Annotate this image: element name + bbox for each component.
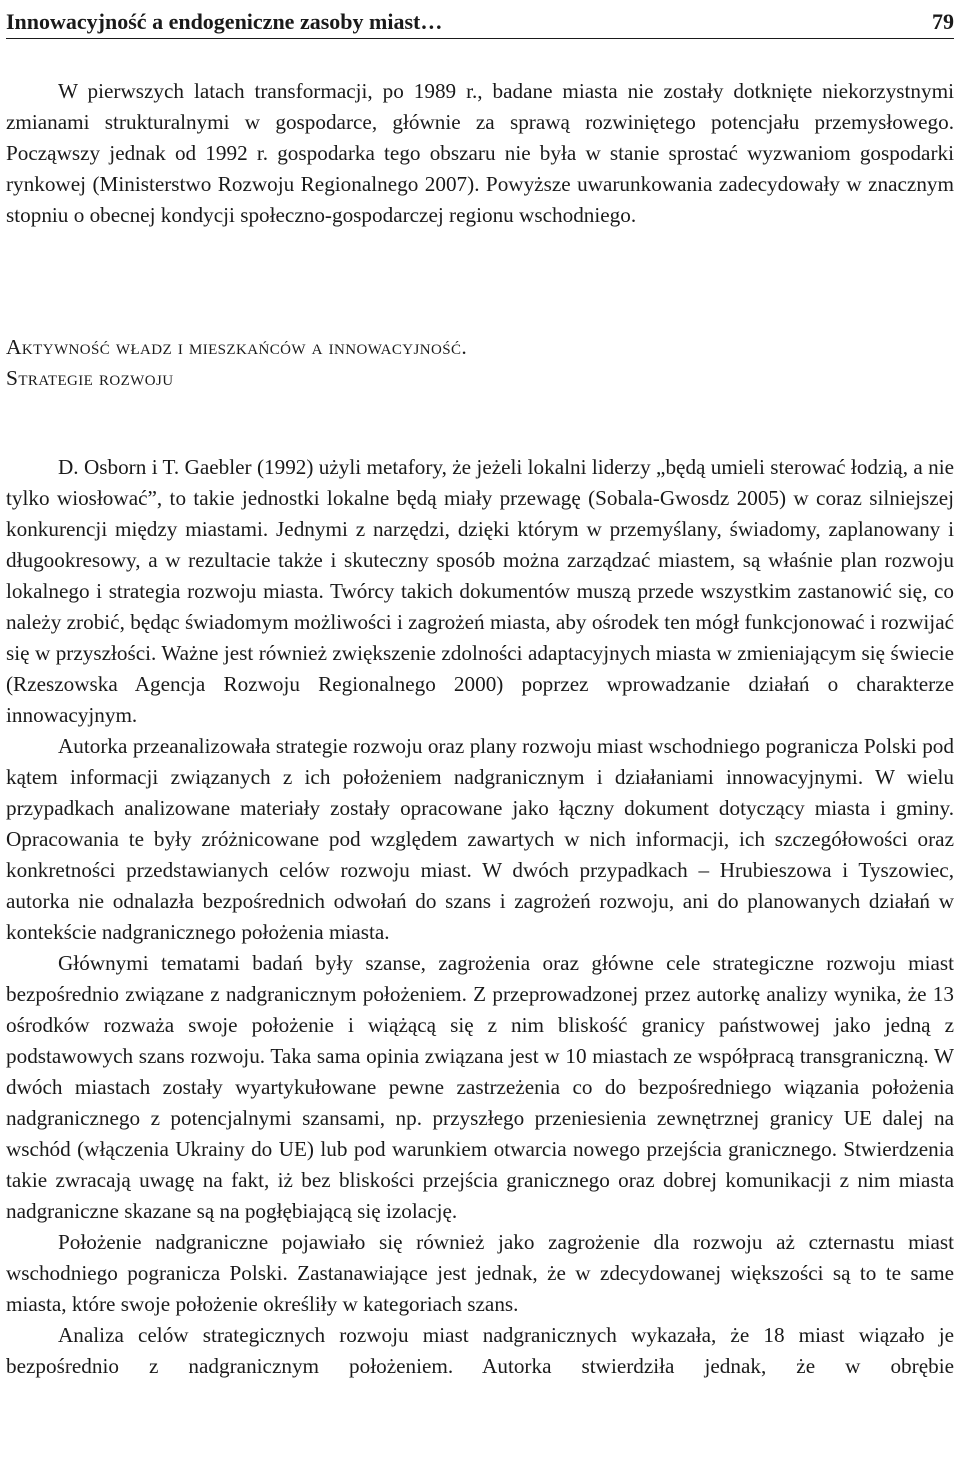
body-paragraph-2: Autorka przeanalizowała strategie rozwoju oraz plany rozwoju miast wschodniego pogranicza Polski pod kątem informacji związanych z ich położeniem nadgranicznym i działaniami innowacyjnymi. W wielu przypadkach analizowane materiały zostały opracowane jako łączny dokument dotyczący miasta i gminy. Opracowania te były zróżnicowane pod względem zawartych w nich informacji, ich szczegółowości oraz konkretności przedstawianych celów rozwoju miast. W dwóch przypadkach – Hrubieszowa i Tyszowiec, autorka nie odnalazła bezpośrednich odwołań do szans i zagrożeń rozwoju, ani do planowanych działań w kontekście nadgranicznego położenia miasta. — [6, 734, 954, 944]
running-title: Innowacyjność a endogeniczne zasoby miast… — [6, 9, 443, 34]
body-paragraph-1: D. Osborn i T. Gaebler (1992) użyli metafory, że jeżeli lokalni liderzy „będą umieli sterować łodzią, a nie tylko wiosłować”, to takie jednostki lokalne będą miały przewagę (Sobala-Gwosdz 2005) w coraz silniejszej konkurencji między miastami. Jednymi z narzędzi, dzięki którym w przemyślany, świadomy, zaplanowany i długookresowy, a w rezultacie także i skuteczny sposób można zarządzać miastem, są właśnie plan rozwoju lokalnego i strategia rozwoju miasta. Twórcy takich dokumentów muszą przede wszystkim zastanowić się, co należy zrobić, będąc świadomym możliwości i zagrożeń miasta, aby ośrodek ten mógł funkcjonować i rozwijać się w przyszłości. Ważne jest również zwiększenie zdolności adaptacyjnych miasta w zmieniającym się świecie (Rzeszowska Agencja Rozwoju Regionalnego 2000) poprzez wprowadzanie działań o charakterze innowacyjnym. — [6, 455, 954, 727]
intro-block — [6, 76, 954, 231]
section-title-line-2: Strategie rozwoju — [6, 366, 174, 390]
body-paragraph-3: Głównymi tematami badań były szanse, zagrożenia oraz główne cele strategiczne rozwoju miast bezpośrednio związane z nadgranicznym położeniem. Z przeprowadzonej przez autorkę analizy wynika, że 13 ośrodków rozważa swoje położenie i wiążącą się z nim bliskość granicy państwowej jako jedną z podstawowych szans rozwoju. Taka sama opinia związana jest w 10 miastach ze współpracą transgraniczną. W dwóch miastach zostały wyartykułowane pewne zastrzeżenia co do bezpośredniego wiązania położenia nadgranicznego z potencjalnymi szansami, np. przyszłego przeniesienia zewnętrznej granicy UE dalej na wschód (włączenia Ukrainy do UE) lub pod warunkiem otwarcia nowego przejścia granicznego. Stwierdzenia takie zwracają uwagę na fakt, iż bez bliskości przejścia granicznego oraz dobrej komunikacji z nim miasta nadgraniczne skazane są na pogłębiającą się izolację. — [6, 951, 954, 1223]
section-heading — [6, 332, 954, 394]
body-paragraph-5: Analiza celów strategicznych rozwoju miast nadgranicznych wykazała, że 18 miast wiązało je bezpośrednio z nadgranicznym położeniem. Autorka stwierdziła jednak, że w obrębie — [6, 1323, 954, 1378]
body-text — [6, 452, 954, 1382]
body-paragraph-4: Położenie nadgraniczne pojawiało się również jako zagrożenie dla rozwoju aż czternastu miast wschodniego pogranicza Polski. Zastanawiające jest jednak, że w zdecydowanej większości są to te same miasta, które swoje położenie określiły w kategoriach szans. — [6, 1230, 954, 1316]
section-title-line-1: Aktywność władz i mieszkańców a innowacyjność. — [6, 335, 468, 359]
header-rule — [6, 38, 954, 39]
page-number: 79 — [932, 9, 954, 34]
running-header — [6, 2, 954, 36]
intro-paragraph: W pierwszych latach transformacji, po 1989 r., badane miasta nie zostały dotknięte niekorzystnymi zmianami strukturalnymi w gospodarce, głównie za sprawą rozwiniętego potencjału przemysłowego. Począwszy jednak od 1992 r. gospodarka tego obszaru nie była w stanie sprostać wyzwaniom gospodarki rynkowej (Ministerstwo Rozwoju Regionalnego 2007). Powyższe uwarunkowania zadecydowały w znacznym stopniu o obecnej kondycji społeczno-gospodarczej regionu wschodniego. — [6, 79, 954, 227]
